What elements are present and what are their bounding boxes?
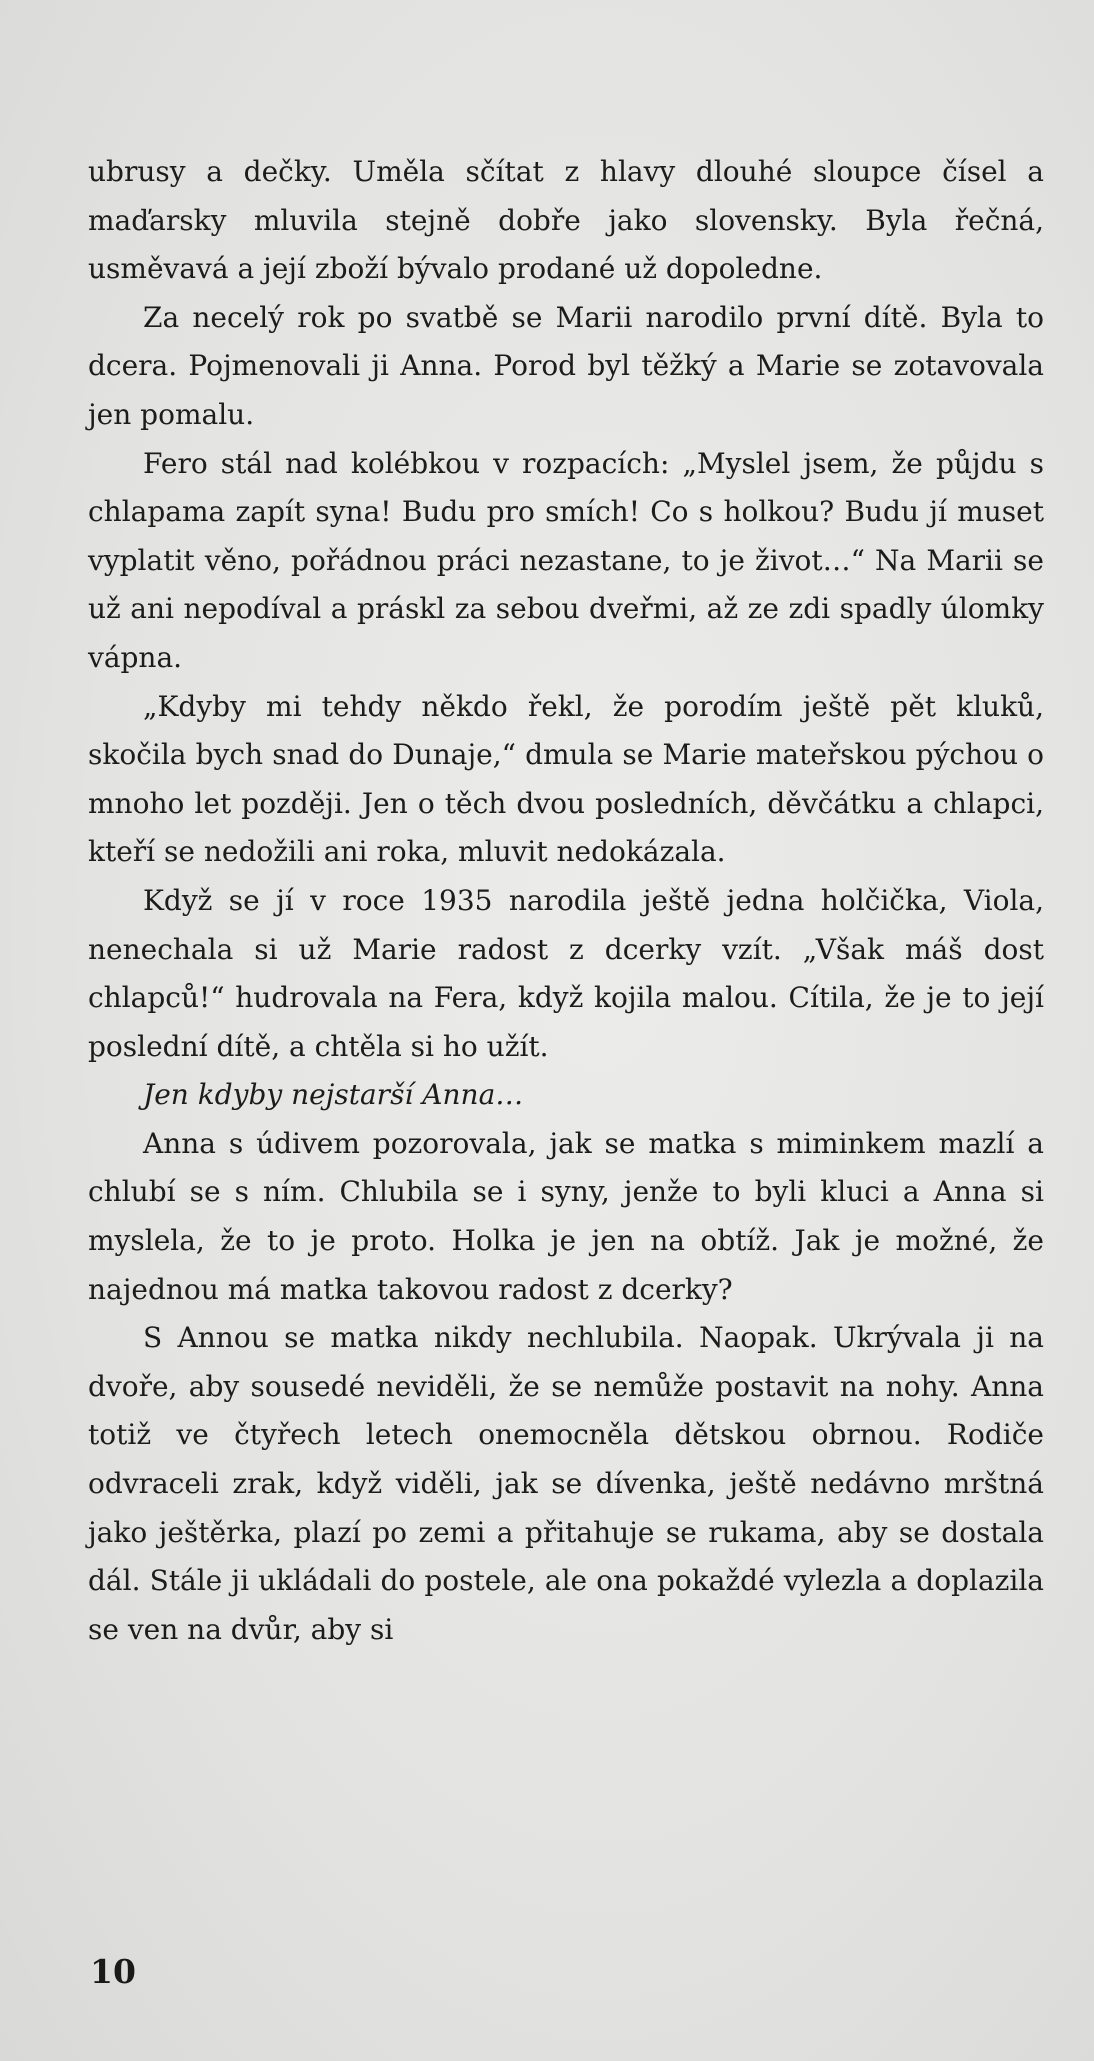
italic-paragraph: Jen kdyby nejstarší Anna… [143,1078,524,1112]
paragraph: „Kdyby mi tehdy někdo řekl, že porodím ještě pět kluků, skočila bych snad do Dunaje,“ dmula se Marie mateřskou pýchou o mnoho let později. Jen o těch dvou posledních, děvčátku a chlapci, kteří se nedožili ani roka, mluvit nedokázala. [88,689,1044,869]
paragraph: Fero stál nad kolébkou v rozpacích: „Myslel jsem, že půjdu s chlapama zapít syna! Budu pro smích! Co s holkou? Budu jí muset vyplatit věno, pořádnou práci nezastane, to je život…“ Na Marii se už ani nepodíval a práskl za sebou dveřmi, až ze zdi spadly úlomky vápna. [88,446,1044,674]
page-number: 10 [90,1952,136,1991]
paragraph: Když se jí v roce 1935 narodila ještě jedna holčička, Viola, nenechala si už Marie radost z dcerky vzít. „Však máš dost chlapců!“ hudrovala na Fera, když kojila malou. Cítila, že je to její poslední dítě, a chtěla si ho užít. [88,883,1044,1063]
paragraph: S Annou se matka nikdy nechlubila. Naopak. Ukrývala ji na dvoře, aby sousedé neviděli, že se nemůže postavit na nohy. Anna totiž ve čtyřech letech onemocněla dětskou obrnou. Rodiče odvraceli zrak, když viděli, jak se dívenka, ještě nedávno mrštná jako ještěrka, plazí po zemi a přitahuje se rukama, aby se dostala dál. Stále ji ukládali do postele, ale ona pokaždé vylezla a doplazila se ven na dvůr, aby si [88,1321,1044,1646]
paragraph: Anna s údivem pozorovala, jak se matka s miminkem mazlí a chlubí se s ním. Chlubila se i syny, jenže to byli kluci a Anna si myslela, že to je proto. Holka je jen na obtíž. Jak je možné, že najednou má matka takovou radost z dcerky? [88,1126,1044,1306]
paragraph: ubrusy a dečky. Uměla sčítat z hlavy dlouhé sloupce čísel a maďarsky mluvila stejně dobře jako slovensky. Byla řečná, usměvavá a její zboží bývalo prodané už dopoledne. [88,155,1044,286]
body-text [88,148,1044,1654]
paragraph: Za necelý rok po svatbě se Marii narodilo první dítě. Byla to dcera. Pojmenovali ji Anna. Porod byl těžký a Marie se zotavovala jen pomalu. [88,300,1044,431]
